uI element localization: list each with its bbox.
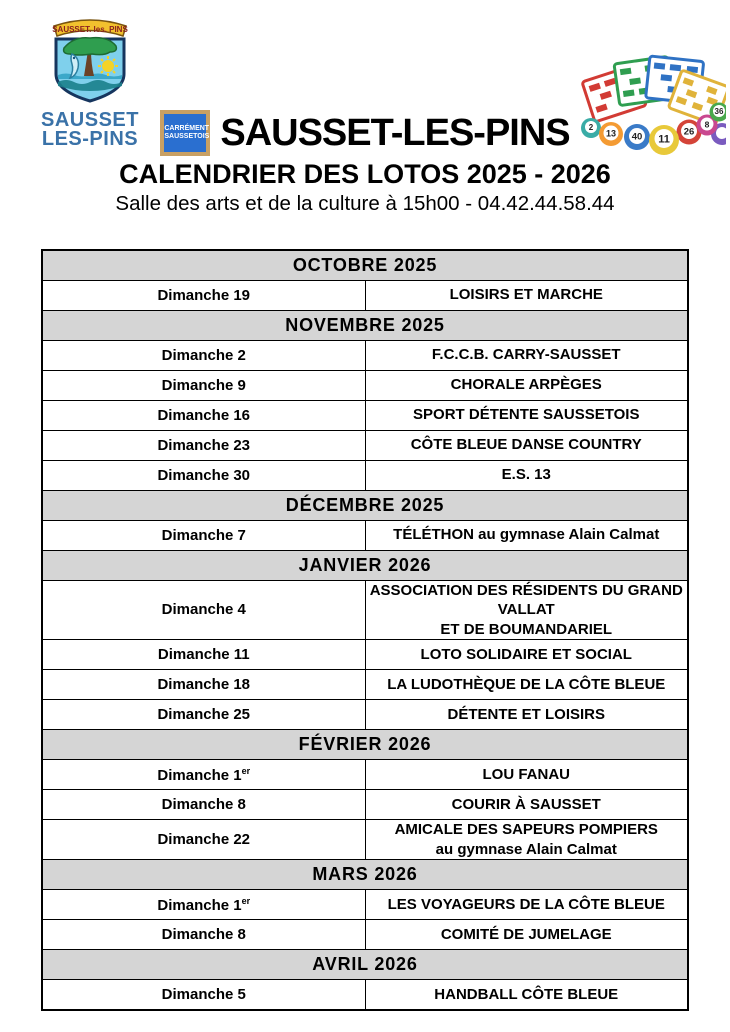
town-logo xyxy=(40,12,140,149)
event-row xyxy=(42,700,688,730)
event-row xyxy=(42,340,688,370)
event-name: LOISIRS ET MARCHE xyxy=(365,280,688,310)
month-row xyxy=(42,250,688,280)
event-name: LOU FANAU xyxy=(365,760,688,790)
event-day: Dimanche 1er xyxy=(42,760,365,790)
event-day: Dimanche 18 xyxy=(42,670,365,700)
event-row xyxy=(42,430,688,460)
bingo-ball-0 xyxy=(581,118,601,138)
event-name: AMICALE DES SAPEURS POMPIERS au gymnase Alain Calmat xyxy=(365,820,688,860)
month-row xyxy=(42,860,688,890)
month-header: DÉCEMBRE 2025 xyxy=(42,490,688,520)
event-name: ASSOCIATION DES RÉSIDENTS DU GRAND VALLAT ET DE BOUMANDARIEL xyxy=(365,580,688,640)
event-day: Dimanche 23 xyxy=(42,430,365,460)
month-header: OCTOBRE 2025 xyxy=(42,250,688,280)
month-header: AVRIL 2026 xyxy=(42,950,688,980)
event-row xyxy=(42,760,688,790)
svg-text:11: 11 xyxy=(658,133,670,146)
page-title: SAUSSET-LES-PINS xyxy=(220,111,570,154)
svg-text:2: 2 xyxy=(588,123,594,132)
month-row xyxy=(42,950,688,980)
event-name: LOTO SOLIDAIRE ET SOCIAL xyxy=(365,640,688,670)
event-name: LES VOYAGEURS DE LA CÔTE BLEUE xyxy=(365,890,688,920)
event-row xyxy=(42,820,688,860)
bingo-ball-2 xyxy=(624,124,650,150)
event-day: Dimanche 19 xyxy=(42,280,365,310)
event-day: Dimanche 5 xyxy=(42,980,365,1010)
event-row xyxy=(42,890,688,920)
event-name: F.C.C.B. CARRY-SAUSSET xyxy=(365,340,688,370)
svg-text:26: 26 xyxy=(683,126,695,138)
event-row xyxy=(42,580,688,640)
svg-text:36: 36 xyxy=(714,107,724,116)
event-row xyxy=(42,520,688,550)
badge-line2: SAUSSETOIS xyxy=(164,133,210,140)
month-header: JANVIER 2026 xyxy=(42,550,688,580)
event-name: LA LUDOTHÈQUE DE LA CÔTE BLEUE xyxy=(365,670,688,700)
event-name: HANDBALL CÔTE BLEUE xyxy=(365,980,688,1010)
town-wordmark xyxy=(40,111,140,149)
event-day: Dimanche 1er xyxy=(42,890,365,920)
month-header: MARS 2026 xyxy=(42,860,688,890)
wordmark-line2: LES-PINS xyxy=(41,128,139,150)
event-day: Dimanche 8 xyxy=(42,790,365,820)
event-name: TÉLÉTHON au gymnase Alain Calmat xyxy=(365,520,688,550)
event-row xyxy=(42,670,688,700)
event-row xyxy=(42,460,688,490)
event-day: Dimanche 9 xyxy=(42,370,365,400)
event-row xyxy=(42,400,688,430)
badge-line1: CARRÉMENT xyxy=(164,124,210,132)
event-day: Dimanche 7 xyxy=(42,520,365,550)
month-row xyxy=(42,730,688,760)
calendar-title: CALENDRIER DES LOTOS 2025 - 2026 xyxy=(119,159,611,189)
event-day: Dimanche 16 xyxy=(42,400,365,430)
town-crest-icon xyxy=(44,12,136,104)
event-row xyxy=(42,280,688,310)
event-row xyxy=(42,370,688,400)
event-day: Dimanche 25 xyxy=(42,700,365,730)
lotos-calendar-table xyxy=(41,249,689,1011)
bingo-ball-1 xyxy=(599,122,623,146)
event-day: Dimanche 4 xyxy=(42,580,365,640)
event-name: COMITÉ DE JUMELAGE xyxy=(365,920,688,950)
event-day: Dimanche 8 xyxy=(42,920,365,950)
event-row xyxy=(42,640,688,670)
event-name: DÉTENTE ET LOISIRS xyxy=(365,700,688,730)
crest-sun xyxy=(98,56,118,76)
svg-text:13: 13 xyxy=(605,128,617,139)
event-day: Dimanche 30 xyxy=(42,460,365,490)
month-row xyxy=(42,550,688,580)
month-row xyxy=(42,310,688,340)
header xyxy=(0,0,730,236)
event-row xyxy=(42,980,688,1010)
month-row xyxy=(42,490,688,520)
event-name: E.S. 13 xyxy=(365,460,688,490)
bingo-illustration xyxy=(576,52,726,162)
calendar-body xyxy=(42,250,688,1010)
event-name: CÔTE BLEUE DANSE COUNTRY xyxy=(365,430,688,460)
month-header: NOVEMBRE 2025 xyxy=(42,310,688,340)
svg-text:40: 40 xyxy=(631,131,643,143)
event-day: Dimanche 11 xyxy=(42,640,365,670)
event-row xyxy=(42,920,688,950)
carrement-saussetois-badge xyxy=(160,110,210,156)
event-day: Dimanche 2 xyxy=(42,340,365,370)
bingo-ball-3 xyxy=(649,125,679,155)
event-name: SPORT DÉTENTE SAUSSETOIS xyxy=(365,400,688,430)
event-row xyxy=(42,790,688,820)
month-header: FÉVRIER 2026 xyxy=(42,730,688,760)
event-day: Dimanche 22 xyxy=(42,820,365,860)
event-name: CHORALE ARPÈGES xyxy=(365,370,688,400)
venue-info: Salle des arts et de la culture à 15h00 - 04.42.44.58.44 xyxy=(115,192,615,215)
wordmark-line1: SAUSSET xyxy=(41,109,139,131)
crest-banner-text: SAUSSET. les. PINS xyxy=(52,25,128,34)
event-name: COURIR À SAUSSET xyxy=(365,790,688,820)
svg-text:8: 8 xyxy=(704,119,710,130)
